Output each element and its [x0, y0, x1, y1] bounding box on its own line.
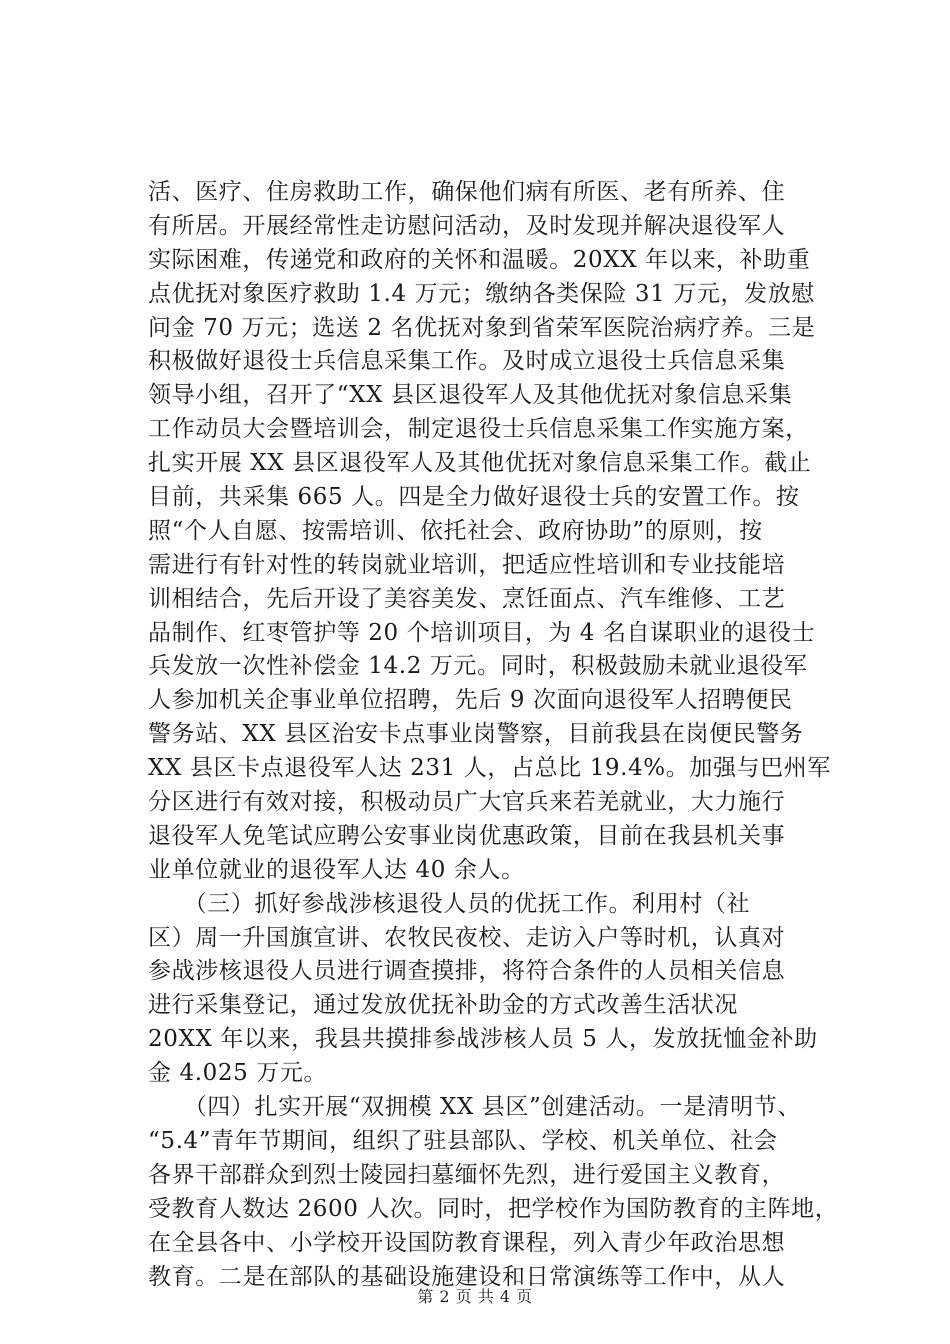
body-line: 实际困难，传递党和政府的关怀和温暖。20XX 年以来，补助重 [148, 246, 811, 273]
body-line: 进行采集登记，通过发放优抚补助金的方式改善生活状况 [148, 992, 738, 1019]
body-line: 金 4.025 万元。 [148, 1060, 328, 1087]
body-line: 人参加机关企事业单位招聘，先后 9 次面向退役军人招聘便民 [148, 687, 793, 714]
body-line: 领导小组，召开了“XX 县区退役军人及其他优抚对象信息采集 [148, 382, 793, 409]
body-line: 扎实开展 XX 县区退役军人及其他优抚对象信息采集工作。截止 [148, 450, 812, 477]
body-line: 区）周一升国旗宣讲、农牧民夜校、走访入户等时机，认真对 [148, 924, 786, 951]
body-line: 问金 70 万元；选送 2 名优抚对象到省荣军医院治病疗养。三是 [148, 314, 816, 341]
page-number: 第 2 页 共 4 页 [417, 1287, 533, 1306]
body-line: 警务站、XX 县区治安卡点事业岗警察，目前我县在岗便民警务 [148, 721, 804, 748]
body-line: 受教育人数达 2600 人次。同时，把学校作为国防教育的主阵地， [148, 1195, 839, 1222]
body-line: 教育。二是在部队的基础设施建设和日常演练等工作中，从人 [148, 1263, 786, 1290]
body-line: 20XX 年以来，我县共摸排参战涉核人员 5 人，发放抚恤金补助 [148, 1026, 818, 1053]
body-line: 参战涉核退役人员进行调查摸排，将符合条件的人员相关信息 [148, 958, 786, 985]
body-line: 业单位就业的退役军人达 40 余人。 [148, 856, 525, 883]
body-line: “5.4”青年节期间，组织了驻县部队、学校、机关单位、社会 [148, 1127, 778, 1154]
body-line: XX 县区卡点退役军人达 231 人，占总比 19.4%。加强与巴州军 [148, 755, 831, 782]
document-body [148, 176, 838, 1294]
body-line: 点优抚对象医疗救助 1.4 万元；缴纳各类保险 31 万元，发放慰 [148, 280, 815, 307]
body-line: 活、医疗、住房救助工作，确保他们病有所医、老有所养、住 [148, 179, 786, 205]
body-line: 品制作、红枣管护等 20 个培训项目，为 4 名自谋职业的退役士 [148, 619, 816, 646]
body-line: 工作动员大会暨培训会，制定退役士兵信息采集工作实施方案， [148, 416, 809, 443]
page-footer [0, 1284, 950, 1307]
body-line: 有所居。开展经常性走访慰问活动，及时发现并解决退役军人 [148, 212, 786, 239]
body-line: 目前，共采集 665 人。四是全力做好退役士兵的安置工作。按 [148, 484, 800, 511]
body-line: 兵发放一次性补偿金 14.2 万元。同时，积极鼓励未就业退役军 [148, 653, 808, 680]
paragraph-4-start: （四）扎实开展“双拥模 XX 县区”创建活动。一是清明节、 [148, 1094, 801, 1121]
paragraph-3-start: （三）抓好参战涉核退役人员的优抚工作。利用村（社 [148, 890, 751, 917]
body-line: 各界干部群众到烈士陵园扫墓缅怀先烈，进行爱国主义教育， [148, 1161, 786, 1188]
body-line: 在全县各中、小学校开设国防教育课程，列入青少年政治思想 [148, 1229, 786, 1256]
body-line: 积极做好退役士兵信息采集工作。及时成立退役士兵信息采集 [148, 348, 786, 375]
body-line: 训相结合，先后开设了美容美发、烹饪面点、汽车维修、工艺 [148, 585, 786, 612]
body-line: 分区进行有效对接，积极动员广大官兵来若羌就业，大力施行 [148, 789, 786, 816]
body-line: 退役军人免笔试应聘公安事业岗优惠政策，目前在我县机关事 [148, 822, 786, 849]
body-line: 需进行有针对性的转岗就业培训，把适应性培训和专业技能培 [148, 551, 786, 578]
body-line: 照“个人自愿、按需培训、依托社会、政府协助”的原则，按 [148, 517, 763, 544]
